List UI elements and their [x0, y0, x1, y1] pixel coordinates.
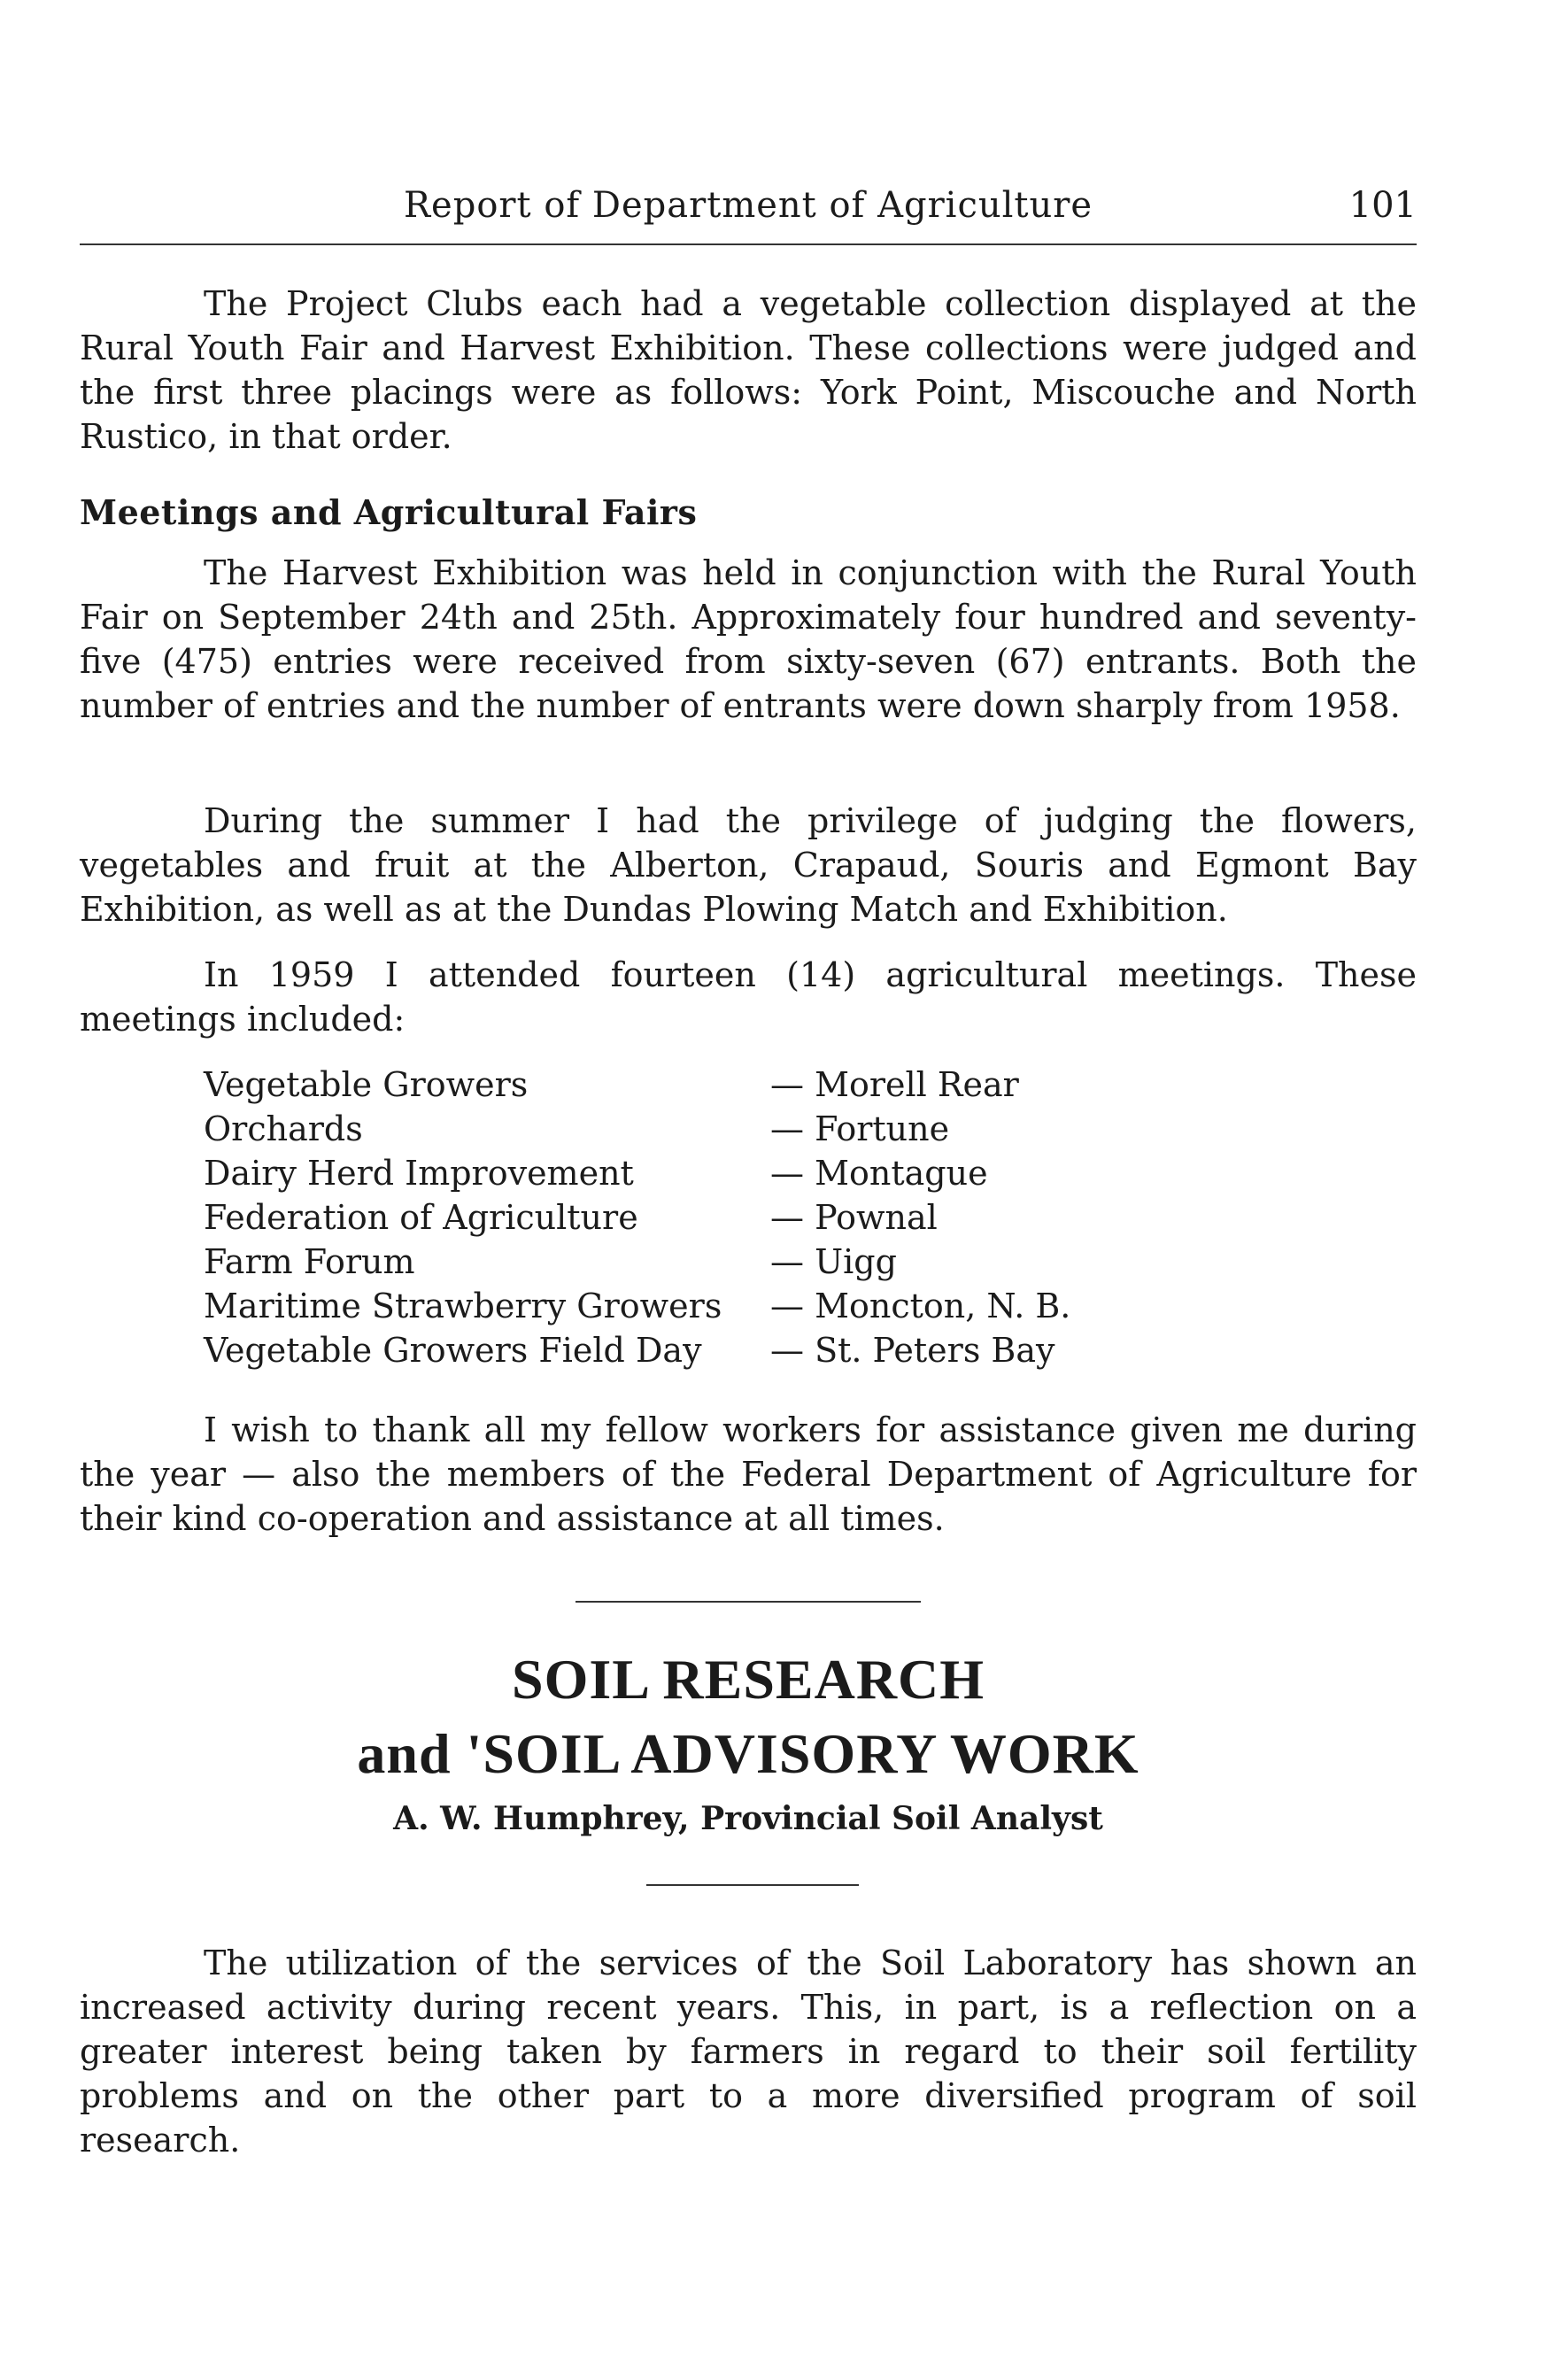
- meeting-name: Federation of Agriculture: [204, 1198, 638, 1237]
- meeting-place: — Pownal: [770, 1198, 938, 1237]
- meeting-place: — St. Peters Bay: [770, 1331, 1055, 1370]
- closing-paragraph: I wish to thank all my fellow workers for assistance given me during the year — also the members of the Federal Department of Agriculture for their kind co-operation and assistance at all times.: [80, 1410, 1417, 1538]
- section-divider-top: [576, 1601, 921, 1603]
- author-byline: A. W. Humphrey, Provincial Soil Analyst: [393, 1800, 1103, 1837]
- soil-intro-paragraph: The utilization of the services of the Soil Laboratory has shown an increased activity during recent years. This, in part, is a reflection on a greater interest being taken by farmers in regard to their soil fertility problems and on the other part to a more diversified program of soil research.: [80, 1943, 1417, 2160]
- running-title: Report of Department of Agriculture: [403, 185, 1093, 226]
- harvest-exhibition-paragraph: The Harvest Exhibition was held in conjunction with the Rural Youth Fair on September 24th and 25th. Approximately four hundred and seventy-five (475) entries were received from sixty-seven (67) entrants. Both the number of entries and the number of entrants were down sharply from 1958.: [80, 553, 1417, 725]
- meetings-list: [204, 1062, 1178, 1372]
- running-header: [80, 182, 1417, 245]
- intro-paragraph: The Project Clubs each had a vegetable collection displayed at the Rural Youth Fair and Harvest Exhibition. These collections were judged and the first three placings were as follows: York Point, Miscouche and North Rustico, in that order.: [80, 284, 1417, 456]
- meeting-place: — Morell Rear: [770, 1065, 1019, 1104]
- meeting-row: [204, 1328, 1178, 1372]
- meeting-row: [204, 1107, 1178, 1151]
- closing-section: [80, 1408, 1417, 1541]
- meeting-name: Farm Forum: [204, 1242, 415, 1281]
- meeting-row: [204, 1062, 1178, 1107]
- meetings-intro-paragraph: In 1959 I attended fourteen (14) agricultural meetings. These meetings included:: [80, 955, 1417, 1039]
- meeting-row: [204, 1240, 1178, 1284]
- meeting-name: Dairy Herd Improvement: [204, 1154, 634, 1193]
- meeting-name: Vegetable Growers: [204, 1065, 529, 1104]
- section-divider-bottom: [646, 1884, 859, 1886]
- meeting-row: [204, 1151, 1178, 1195]
- section-title-line-1: SOIL RESEARCH: [511, 1648, 985, 1711]
- judging-paragraph: During the summer I had the privilege of judging the flowers, vegetables and fruit at the Alberton, Crapaud, Souris and Egmont Bay Exhibition, as well as at the Dundas Plowing Match and Exhibition.: [80, 801, 1417, 929]
- judging-section: [80, 799, 1417, 931]
- meeting-place: — Moncton, N. B.: [770, 1287, 1071, 1325]
- meeting-row: [204, 1284, 1178, 1328]
- section-title-line-2: and 'SOIL ADVISORY WORK: [357, 1722, 1139, 1785]
- harvest-exhibition-section: [80, 551, 1417, 728]
- meeting-name: Vegetable Growers Field Day: [204, 1331, 702, 1370]
- meeting-place: — Montague: [770, 1154, 988, 1193]
- meeting-row: [204, 1195, 1178, 1240]
- meetings-intro-section: [80, 953, 1417, 1041]
- meetings-heading: Meetings and Agricultural Fairs: [80, 492, 698, 532]
- intro-section: [80, 282, 1417, 459]
- meeting-place: — Uigg: [770, 1242, 897, 1281]
- soil-intro-section: [80, 1941, 1417, 2162]
- soil-section-title-block: [80, 1642, 1417, 1841]
- page-number: 101: [1348, 185, 1417, 226]
- meeting-name: Orchards: [204, 1109, 363, 1148]
- meeting-name: Maritime Strawberry Growers: [204, 1287, 722, 1325]
- meeting-place: — Fortune: [770, 1109, 950, 1148]
